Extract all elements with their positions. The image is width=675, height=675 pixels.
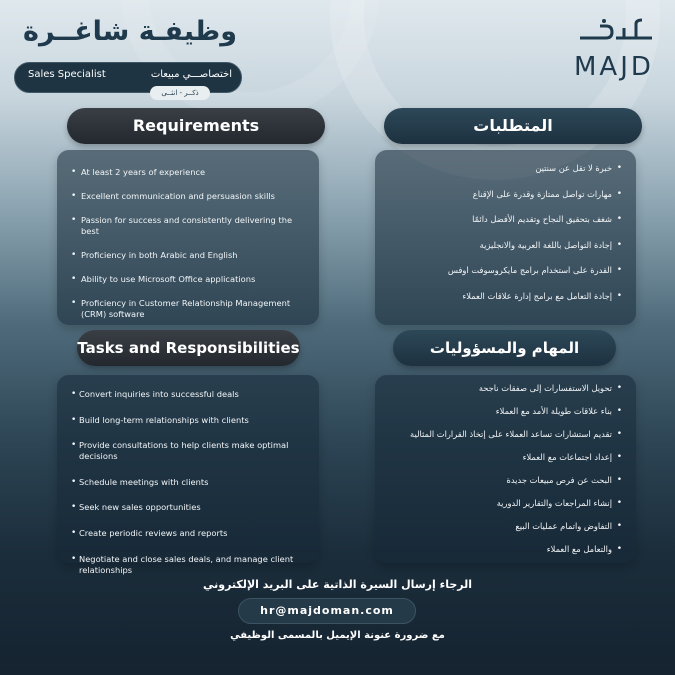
tasks-panel-ar — [375, 375, 636, 563]
list-item: • بناء علاقات طويلة الأمد مع العملاء — [389, 406, 622, 417]
requirements-title-ar: المتطلبات — [384, 108, 642, 144]
contact-email-link[interactable]: hr@majdoman.com — [260, 604, 394, 617]
tasks-panel-en — [57, 375, 319, 575]
list-item: • والتعامل مع العملاء — [389, 544, 622, 555]
gender-tag: ذكــر - انثــى — [150, 86, 210, 100]
requirements-title-en: Requirements — [67, 108, 325, 144]
list-item: • إجادة التواصل باللغة العربية والانجليزية — [389, 240, 622, 251]
job-title: وظيفـة شاغــرة — [23, 16, 237, 47]
list-item: • Proficiency in both Arabic and English — [71, 250, 305, 261]
role-title-ar: اختصاصـــي مبيعات — [150, 69, 232, 80]
list-item: • شغف بتحقيق النجاح وتقديم الأفضل دائمًا — [389, 214, 622, 225]
list-item: • التفاوض واتمام عمليات البيع — [389, 521, 622, 532]
list-item: • القدرة على استخدام برامج مايكروسوفت اوفس — [389, 265, 622, 276]
list-item: • Schedule meetings with clients — [71, 477, 305, 488]
list-item: • تقديم استشارات تساعد العملاء على إتخاذ القرارات المثالية — [389, 429, 622, 440]
role-title-en: Sales Specialist — [28, 69, 106, 80]
list-item: • البحث عن فرص مبيعات جديدة — [389, 475, 622, 486]
list-item: • Seek new sales opportunities — [71, 502, 305, 513]
requirements-panel-en — [57, 150, 319, 325]
majd-arabic-logo-icon — [576, 18, 656, 46]
list-item: • At least 2 years of experience — [71, 167, 305, 178]
email-subject-note: مع ضرورة عنونة الإيميل بالمسمى الوظيفي — [230, 630, 445, 641]
logo-text: MAJD — [574, 52, 654, 82]
list-item: • خبرة لا تقل عن سنتين — [389, 163, 622, 174]
list-item: • Ability to use Microsoft Office applications — [71, 274, 305, 285]
list-item: • Passion for success and consistently delivering the best — [71, 215, 305, 237]
list-item: • Convert inquiries into successful deals — [71, 389, 305, 400]
list-item: • Negotiate and close sales deals, and manage client relationships — [71, 554, 305, 576]
list-item: • إنشاء المراجعات والتقارير الدورية — [389, 498, 622, 509]
list-item: • Excellent communication and persuasion skills — [71, 191, 305, 202]
list-item: • Proficiency in Customer Relationship Management (CRM) software — [71, 298, 305, 320]
list-item: • مهارات تواصل ممتازة وقدرة على الإقناع — [389, 189, 622, 200]
list-item: • Build long-term relationships with clients — [71, 415, 305, 426]
list-item: • Create periodic reviews and reports — [71, 528, 305, 539]
list-item: • إجادة التعامل مع برامج إدارة علاقات العملاء — [389, 291, 622, 302]
requirements-panel-ar — [375, 150, 636, 325]
list-item: • Provide consultations to help clients make optimal decisions — [71, 440, 305, 462]
application-instructions: الرجاء إرسال السيرة الذاتية على البريد الإلكتروني — [202, 578, 472, 591]
list-item: • تحويل الاستفسارات إلى صفقات ناجحة — [389, 383, 622, 394]
list-item: • إعداد اجتماعات مع العملاء — [389, 452, 622, 463]
tasks-title-en: Tasks and Responsibilities — [77, 330, 300, 366]
tasks-title-ar: المهام والمسؤوليات — [393, 330, 616, 366]
